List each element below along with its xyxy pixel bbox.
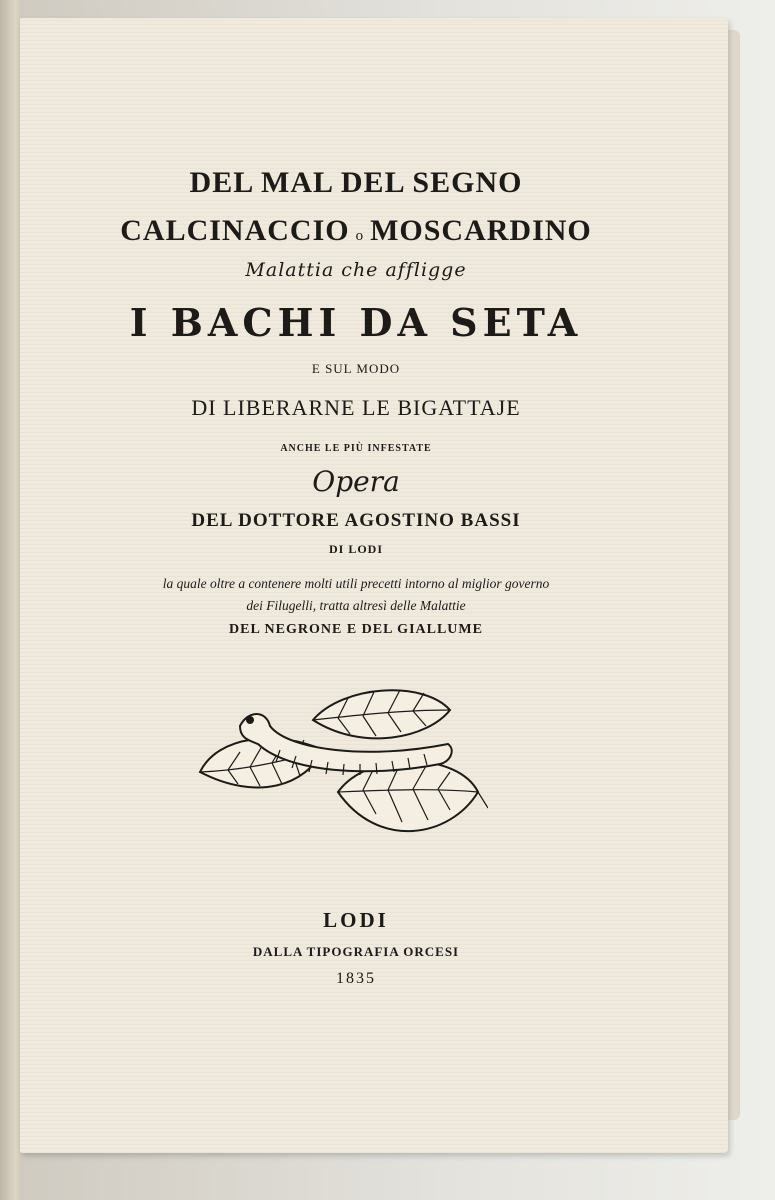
title-line-2 bbox=[20, 214, 692, 248]
subtitle-infestate: ANCHE LE PIÙ INFESTATE bbox=[280, 443, 432, 454]
main-title-bachi-da-seta: I BACHI DA SETA bbox=[129, 300, 583, 345]
imprint-city: LODI bbox=[323, 908, 389, 932]
author-origin: DI LODI bbox=[328, 542, 383, 556]
imprint-year: 1835 bbox=[336, 970, 376, 987]
title-connector-o: o bbox=[355, 228, 365, 244]
facing-page-edge bbox=[0, 0, 22, 1200]
description-diseases: DEL NEGRONE E DEL GIALLUME bbox=[229, 622, 483, 637]
subtitle-e-sul-modo: E SUL MODO bbox=[311, 361, 401, 376]
title-page bbox=[20, 18, 728, 1153]
author-name: DEL DOTTORE AGOSTINO BASSI bbox=[191, 510, 521, 531]
description-line-2: dei Filugelli, tratta altresì delle Malattie bbox=[246, 598, 466, 613]
imprint-printer: DALLA TIPOGRAFIA ORCESI bbox=[252, 944, 460, 959]
title-calcinaccio: CALCINACCIO bbox=[120, 214, 350, 247]
silkworm-on-mulberry-leaves-icon bbox=[188, 680, 488, 862]
title-line-1: DEL MAL DEL SEGNO bbox=[189, 166, 523, 199]
subtitle-liberarne: DI LIBERARNE LE BIGATTAJE bbox=[191, 395, 521, 420]
opera-label: Opera bbox=[312, 465, 400, 498]
description-line-1: la quale oltre a contenere molti utili precetti intorno al miglior governo bbox=[162, 576, 550, 591]
title-moscardino: MOSCARDINO bbox=[370, 214, 592, 247]
subtitle-malattia: Malattia che affligge bbox=[245, 259, 467, 281]
